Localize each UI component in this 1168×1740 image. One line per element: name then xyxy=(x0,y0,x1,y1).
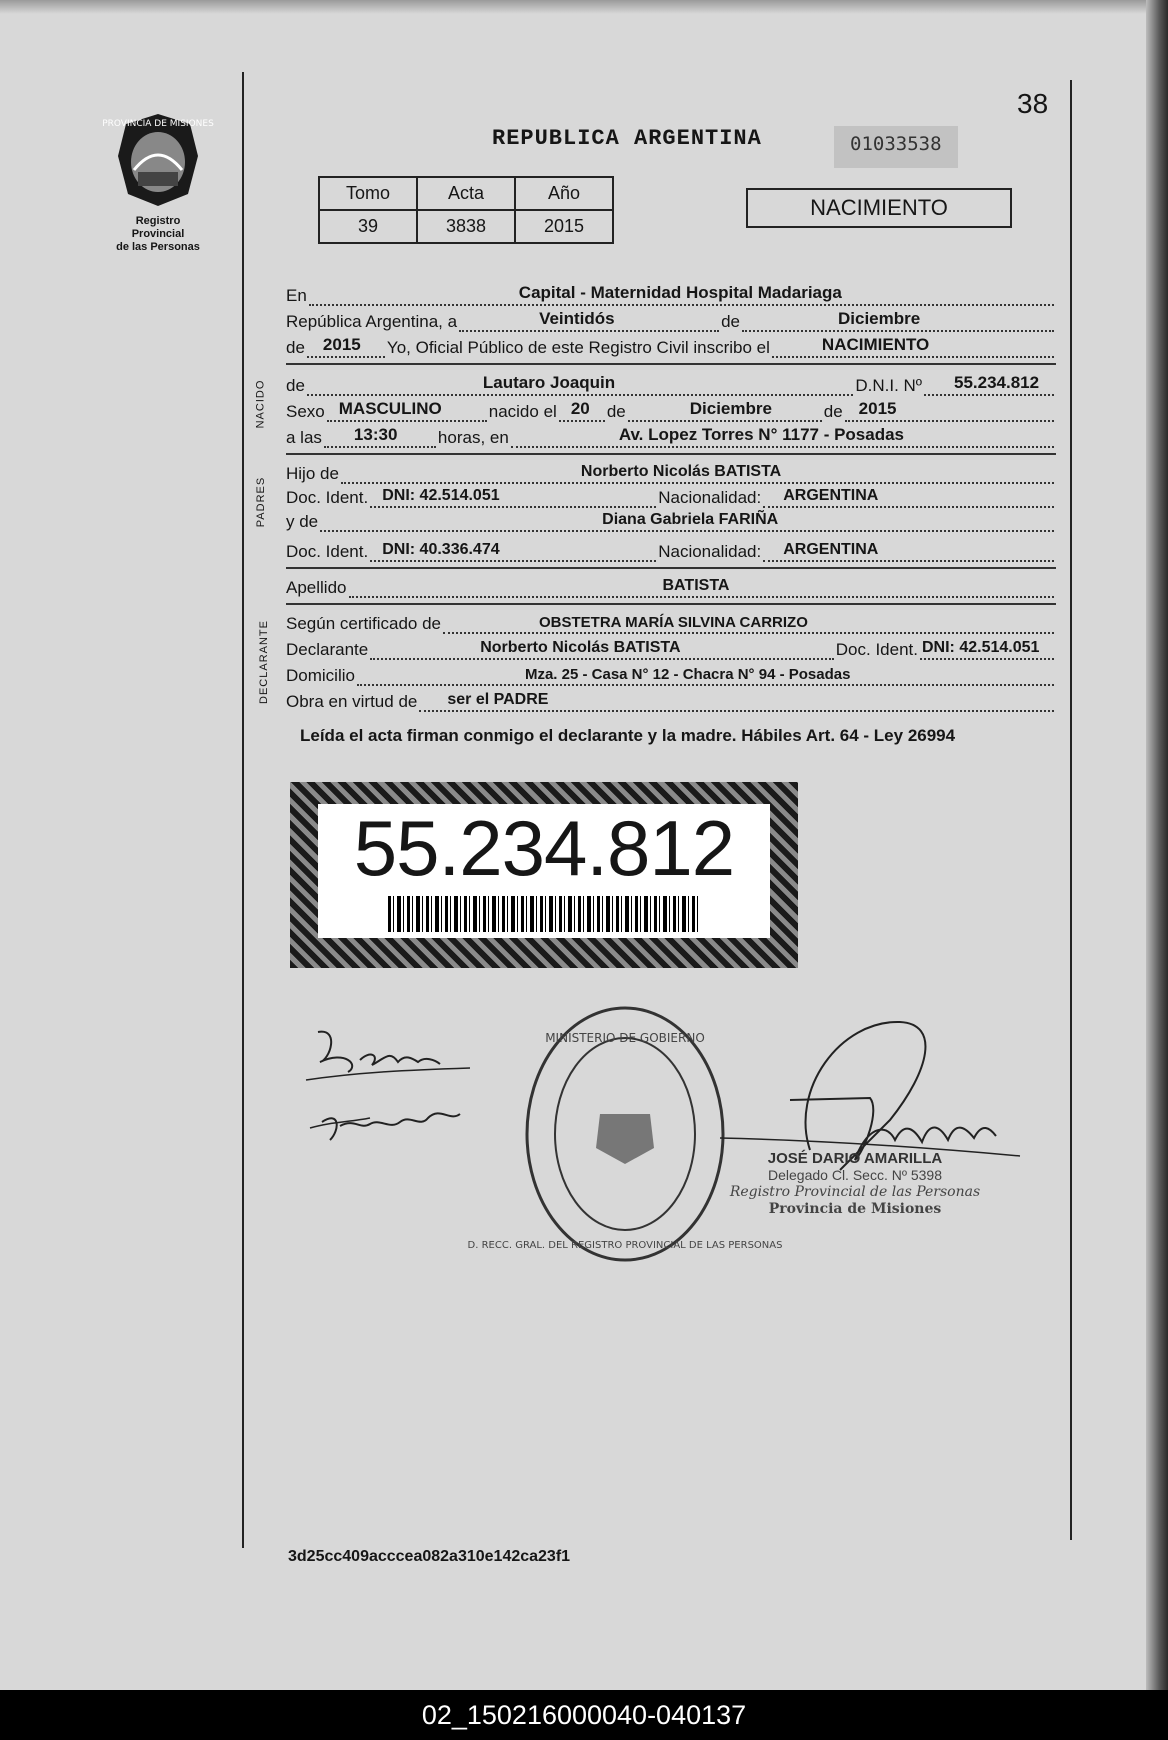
field-domicilio xyxy=(357,665,1054,686)
label-oficial: Yo, Oficial Público de este Registro Civil inscribo el xyxy=(386,338,770,357)
value-birth-place: Av. Lopez Torres N° 1177 - Posadas xyxy=(618,425,905,444)
dni-barcode-label xyxy=(290,782,798,968)
table-value-anio: 2015 xyxy=(515,210,613,243)
row-hora xyxy=(286,424,1056,448)
row-year xyxy=(286,334,1056,358)
table-header-tomo: Tomo xyxy=(319,177,417,210)
logo-caption-2: de las Personas xyxy=(116,241,200,253)
field-act xyxy=(772,337,1054,358)
value-birth-month: Diciembre xyxy=(689,399,772,418)
label-mother-doc: Doc. Ident. xyxy=(286,542,369,561)
field-birth-place xyxy=(511,427,1054,448)
field-birth-month xyxy=(628,401,822,422)
value-place-registered: Capital - Maternidad Hospital Madariaga xyxy=(518,283,842,302)
field-declarante-doc xyxy=(920,639,1054,660)
row-mother-doc xyxy=(286,538,1056,562)
value-certificado: OBSTETRA MARÍA SILVINA CARRIZO xyxy=(539,614,808,631)
label-father-doc: Doc. Ident. xyxy=(286,488,369,507)
value-child-dni: 55.234.812 xyxy=(954,373,1040,392)
label-apellido: Apellido xyxy=(286,578,347,597)
label-en: En xyxy=(286,286,307,305)
value-birth-year: 2015 xyxy=(858,399,897,418)
value-father-doc: DNI: 42.514.051 xyxy=(382,487,500,504)
divider-1 xyxy=(286,363,1056,365)
field-mother xyxy=(320,511,1054,532)
logo-text: PROVINCIA DE MISIONES xyxy=(102,119,214,129)
value-sexo: MASCULINO xyxy=(338,399,442,418)
section-label-nacido: NACIDO xyxy=(254,379,267,429)
row-apellido xyxy=(286,574,1056,598)
table-value-acta: 3838 xyxy=(417,210,515,243)
row-republica xyxy=(286,308,1056,332)
document-title: REPUBLICA ARGENTINA xyxy=(492,126,762,151)
value-child-name: Lautaro Joaquin xyxy=(482,373,616,392)
officer-name: JOSÉ DARIO AMARILLA xyxy=(767,1150,943,1167)
row-sexo xyxy=(286,398,1056,422)
field-declarante xyxy=(370,639,834,660)
value-father-nat: ARGENTINA xyxy=(783,487,879,504)
row-nacido-name xyxy=(286,372,1056,396)
row-domicilio xyxy=(286,662,1056,686)
closing-statement: Leída el acta firman conmigo el declarante y la madre. Hábiles Art. 64 - Ley 26994 xyxy=(300,726,956,745)
label-mother-nat: Nacionalidad: xyxy=(658,542,762,561)
registry-logo xyxy=(102,110,214,254)
divider-3 xyxy=(286,567,1056,569)
act-type-box: NACIMIENTO xyxy=(746,188,1012,228)
label-declarante: Declarante xyxy=(286,640,369,659)
field-father xyxy=(341,463,1054,484)
left-margin-line xyxy=(242,72,244,1548)
divider-4 xyxy=(286,603,1056,605)
field-sexo xyxy=(327,401,487,422)
row-declarante xyxy=(286,636,1056,660)
field-birth-day xyxy=(559,401,605,422)
seal-outer-text: D. RECC. GRAL. DEL REGISTRO PROVINCIAL DE LAS PERSONAS xyxy=(467,1240,783,1251)
row-hijo-de xyxy=(286,460,1056,484)
field-father-nat xyxy=(763,487,1054,508)
table-header-anio: Año xyxy=(515,177,613,210)
tomo-acta-anio-table xyxy=(318,176,614,244)
table-value-tomo: 39 xyxy=(319,210,417,243)
value-declarante-doc: DNI: 42.514.051 xyxy=(922,639,1040,656)
scan-footer-id: 02_150216000040-040137 xyxy=(0,1690,1168,1740)
officer-stamp xyxy=(720,1150,990,1218)
value-day-words: Veintidós xyxy=(539,309,615,328)
field-day xyxy=(459,311,719,332)
label-de-year: de xyxy=(286,338,305,357)
value-domicilio: Mza. 25 - Casa N° 12 - Chacra N° 94 - Posadas xyxy=(524,666,851,683)
right-margin-line xyxy=(1070,80,1072,1540)
value-birth-day: 20 xyxy=(570,399,590,418)
value-mother-doc: DNI: 40.336.474 xyxy=(382,541,500,558)
label-de-birth-year: de xyxy=(823,402,843,421)
seal-inner-text: MINISTERIO DE GOBIERNO xyxy=(545,1031,705,1045)
row-father-doc xyxy=(286,484,1056,508)
value-birth-time: 13:30 xyxy=(353,425,398,444)
label-certificado: Según certificado de xyxy=(286,614,441,633)
field-year xyxy=(307,337,385,358)
field-obra xyxy=(419,691,1054,712)
page-number: 38 xyxy=(1017,88,1049,119)
value-mother-nat: ARGENTINA xyxy=(783,541,879,558)
officer-province: Provincia de Misiones xyxy=(768,1201,942,1217)
label-a-las: a las xyxy=(286,428,322,447)
row-certificado xyxy=(286,610,1056,634)
label-declarante-doc: Doc. Ident. xyxy=(835,640,918,659)
label-obra: Obra en virtud de xyxy=(286,692,418,711)
value-apellido: BATISTA xyxy=(662,577,730,594)
value-mother-name: Diana Gabriela FARIÑA xyxy=(602,511,779,528)
value-obra: ser el PADRE xyxy=(447,691,549,708)
logo-caption-1: Registro Provincial xyxy=(131,215,185,240)
value-month: Diciembre xyxy=(837,309,921,328)
label-y-de: y de xyxy=(286,512,319,531)
field-father-doc xyxy=(370,487,656,508)
barcode-inner xyxy=(318,804,770,938)
field-month xyxy=(742,311,1054,332)
barcode-bars xyxy=(388,896,700,932)
row-obra xyxy=(286,688,1056,712)
page-top-edge xyxy=(0,0,1168,14)
section-label-padres: PADRES xyxy=(255,476,268,528)
label-de-month: de xyxy=(606,402,626,421)
section-label-declarante: DECLARANTE xyxy=(257,620,270,704)
label-dni: D.N.I. Nº xyxy=(855,376,922,395)
value-year: 2015 xyxy=(322,335,361,354)
label-domicilio: Domicilio xyxy=(286,666,355,685)
officer-org: Registro Provincial de las Personas xyxy=(729,1184,981,1200)
label-de: de xyxy=(721,312,740,331)
label-hijo-de: Hijo de xyxy=(286,464,339,483)
label-republica: República Argentina, a xyxy=(286,312,458,331)
field-apellido xyxy=(349,577,1055,598)
province-seal-icon xyxy=(102,110,214,210)
field-dni xyxy=(924,375,1054,396)
divider-2 xyxy=(286,453,1056,455)
page-right-edge xyxy=(1146,0,1168,1690)
field-name xyxy=(307,375,853,396)
row-y-de xyxy=(286,508,1056,532)
table-header-acta: Acta xyxy=(417,177,515,210)
officer-role: Delegado Cl. Secc. Nº 5398 xyxy=(768,1167,942,1183)
label-father-nat: Nacionalidad: xyxy=(658,488,762,507)
serial-number: 01033538 xyxy=(850,133,942,155)
row-en xyxy=(286,282,1056,306)
signature-batista xyxy=(300,1010,480,1160)
field-birth-year xyxy=(845,401,1054,422)
barcode-number: 55.234.812 xyxy=(353,804,735,892)
field-mother-doc xyxy=(370,541,656,562)
value-declarante: Norberto Nicolás BATISTA xyxy=(480,639,681,656)
label-nacido-el: nacido el xyxy=(488,402,557,421)
label-de-name: de xyxy=(286,376,305,395)
document-hash: 3d25cc409acccea082a310e142ca23f1 xyxy=(288,1548,571,1565)
field-certificado xyxy=(443,613,1054,634)
value-father-name: Norberto Nicolás BATISTA xyxy=(580,463,782,480)
value-act: NACIMIENTO xyxy=(821,335,930,354)
field-mother-nat xyxy=(763,541,1054,562)
label-sexo: Sexo xyxy=(286,402,325,421)
field-en xyxy=(309,285,1054,306)
label-horas-en: horas, en xyxy=(437,428,509,447)
field-time xyxy=(324,427,436,448)
